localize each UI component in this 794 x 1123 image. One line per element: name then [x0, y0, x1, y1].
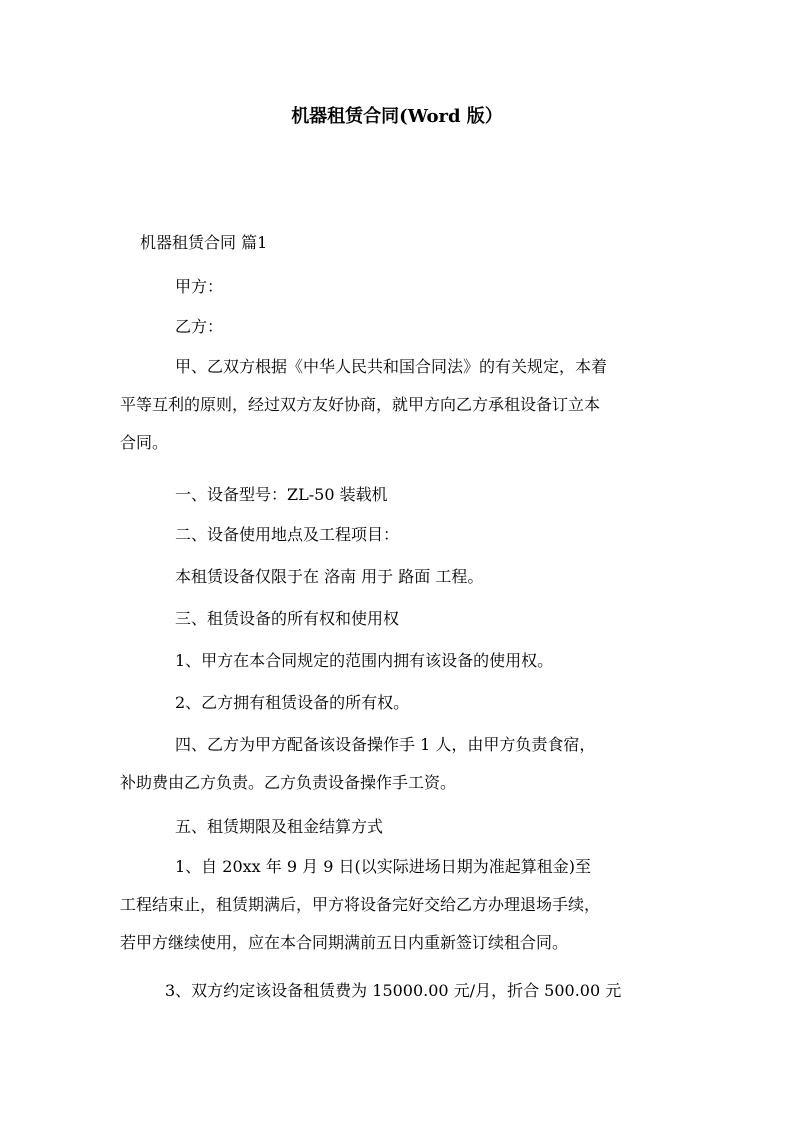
party-b-label — [120, 308, 720, 346]
intro-line-2: 平等互利的原则，经过双方友好协商，就甲方向乙方承租设备订立本 — [120, 395, 601, 414]
party-a-text: 甲方： — [175, 277, 224, 296]
section-heading: 机器租赁合同 篇1 — [140, 233, 268, 252]
item-3-1-text: 1、甲方在本合同规定的范围内拥有该设备的使用权。 — [175, 651, 554, 670]
intro-line-3: 合同。 — [120, 433, 169, 452]
item-5-1-line-1: 1、自 20xx 年 9 月 9 日(以实际进场日期为准起算租金)至 — [175, 857, 591, 876]
item-5-3-text: 3、双方约定该设备租赁费为 15000.00 元/月，折合 500.00 元 — [165, 981, 622, 1000]
item-5-1-line-2: 工程结束止，租赁期满后，甲方将设备完好交给乙方办理退场手续， — [120, 895, 601, 914]
item-4-line-1: 四、乙方为甲方配备该设备操作手 1 人，由甲方负责食宿， — [175, 735, 596, 754]
item-5-1-paragraph — [120, 848, 720, 962]
item-4-paragraph — [120, 726, 720, 802]
item-5-paragraph — [120, 808, 720, 846]
document-title: 机器租赁合同(Word 版） — [291, 106, 503, 127]
party-a-label — [120, 268, 720, 306]
item-3-1-paragraph — [120, 642, 720, 680]
intro-paragraph — [120, 348, 720, 462]
item-2-detail-paragraph — [120, 558, 720, 596]
item-3-2-paragraph — [120, 684, 720, 722]
item-3-text: 三、租赁设备的所有权和使用权 — [175, 609, 400, 628]
item-5-text: 五、租赁期限及租金结算方式 — [175, 817, 384, 836]
item-4-line-2: 补助费由乙方负责。乙方负责设备操作手工资。 — [120, 773, 457, 792]
item-2-paragraph — [120, 516, 720, 554]
item-1-text: 一、设备型号：ZL-50 装载机 — [175, 485, 388, 504]
item-3-paragraph — [120, 600, 720, 638]
item-2-detail-text: 本租赁设备仅限于在 洛南 用于 路面 工程。 — [175, 567, 484, 586]
item-5-1-line-3: 若甲方继续使用，应在本合同期满前五日内重新签订续租合同。 — [120, 933, 569, 952]
item-1-paragraph — [120, 476, 720, 514]
party-b-text: 乙方： — [175, 317, 224, 336]
item-5-3-paragraph — [120, 972, 720, 1010]
intro-line-1: 甲、乙双方根据《中华人民共和国合同法》的有关规定，本着 — [175, 357, 608, 376]
item-3-2-text: 2、乙方拥有租赁设备的所有权。 — [175, 693, 410, 712]
item-2-text: 二、设备使用地点及工程项目： — [175, 525, 400, 544]
